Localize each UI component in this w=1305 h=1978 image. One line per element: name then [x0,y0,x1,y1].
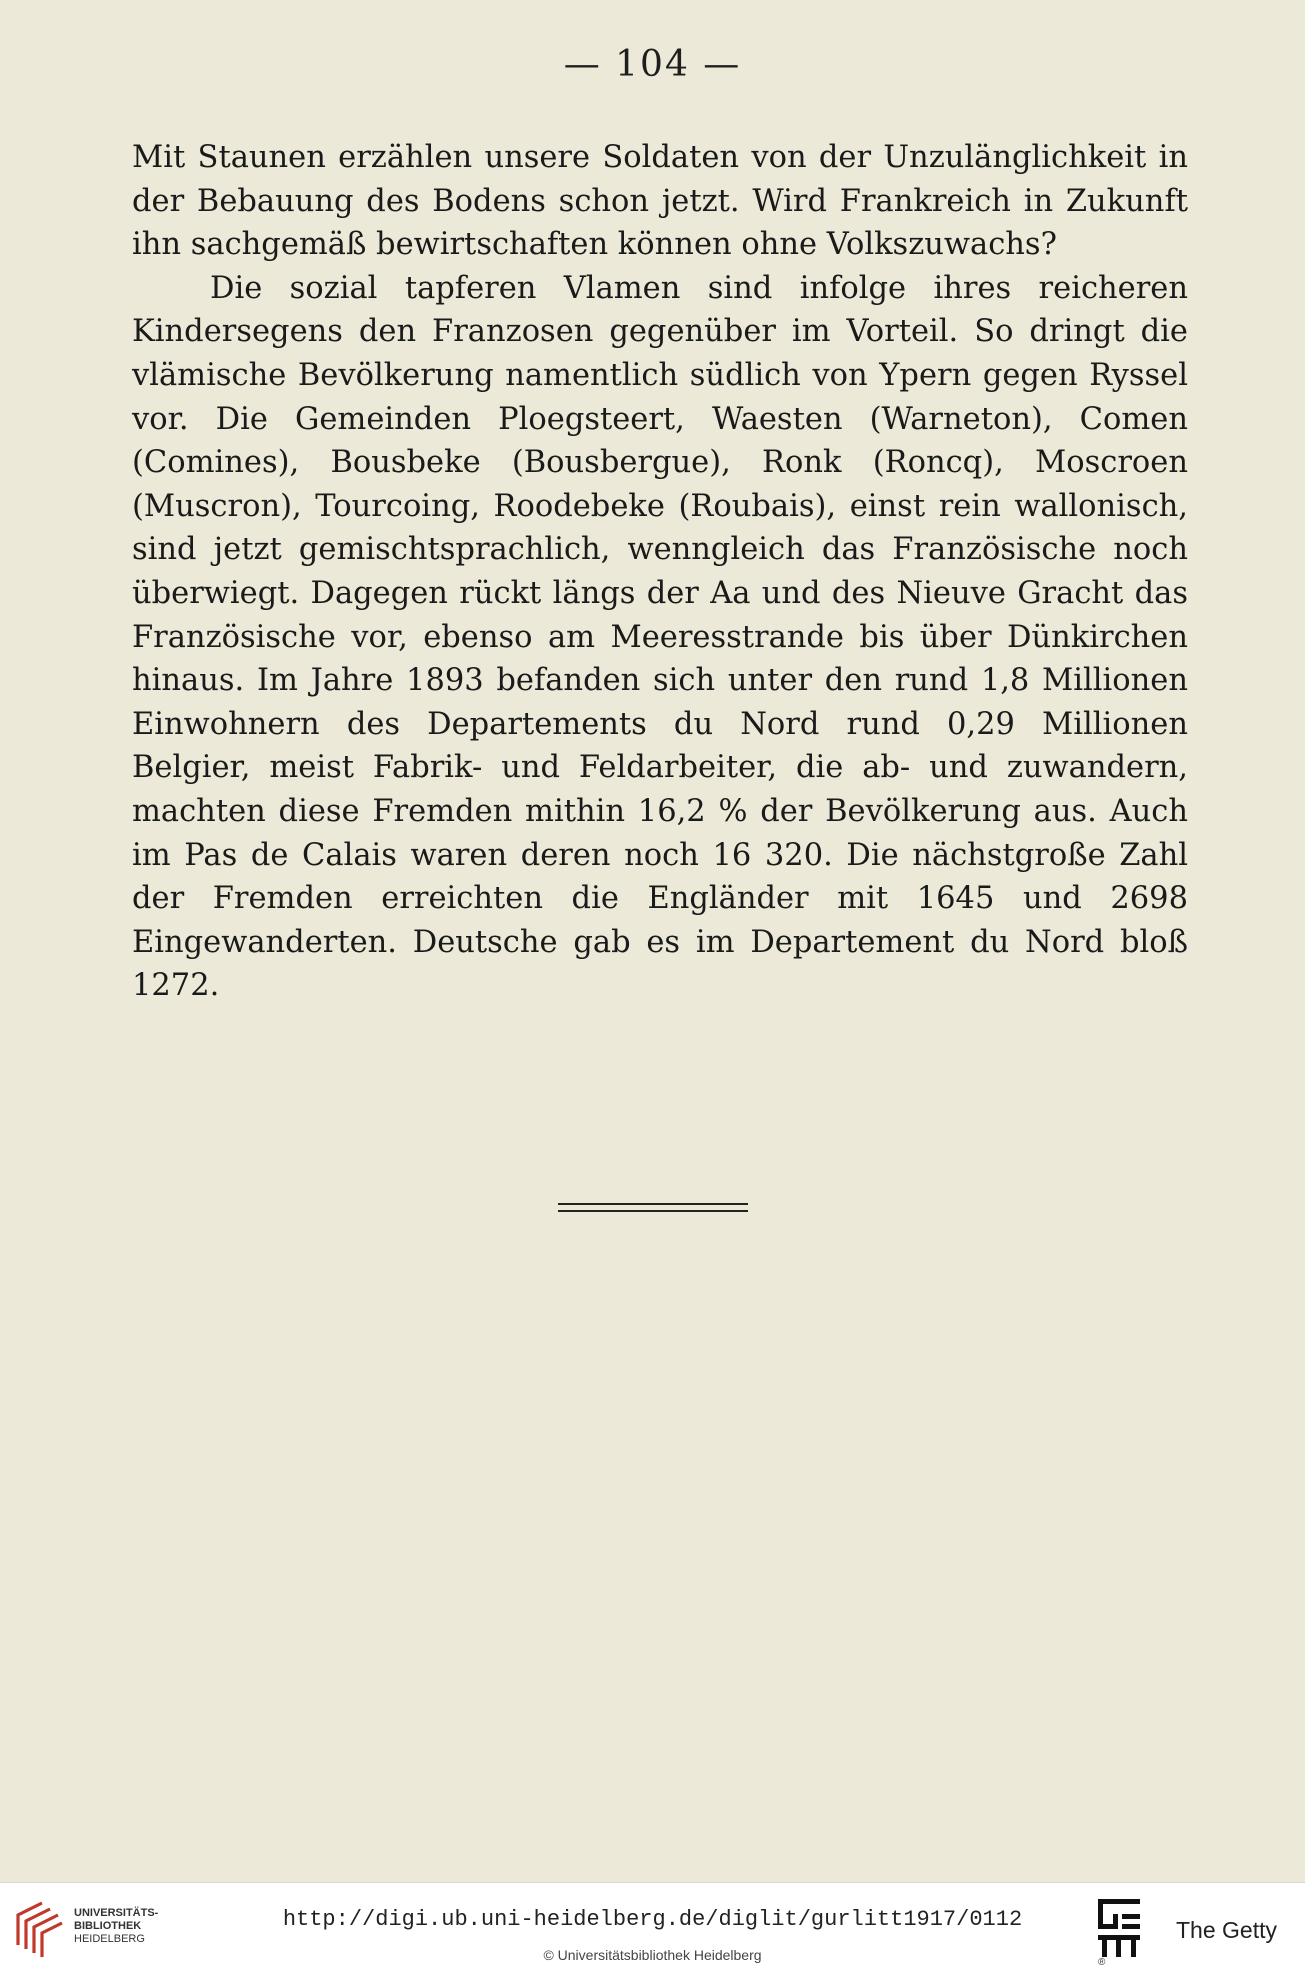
library-name-line-3: HEIDELBERG [74,1933,145,1945]
library-name-line-2: BIBLIOTHEK [74,1920,142,1932]
viewer-footer [0,1882,1305,1978]
getty-logo-icon [1096,1897,1142,1959]
body-text [132,136,1188,1008]
permalink-url[interactable]: http://digi.ub.uni-heidelberg.de/diglit/gurlitt1917/0112 [282,1907,1023,1932]
paragraph-2: Die sozial tapferen Vlamen sind infolge ihres reicheren Kindersegens den Franzosen gegenüber im Vorteil. So dringt die vlämische Bevölkerung namentlich südlich von Ypern gegen Ryssel vor. Die Gemeinden Ploegsteert, Waesten (Warneton), Comen (Comines), Bousbeke (Bousbergue), Ronk (Roncq), Moscroen (Muscron), Tourcoing, Roodebeke (Roubais), einst rein wallonisch, sind jetzt gemischtsprachlich, wenngleich das Französische noch überwiegt. Dagegen rückt längs der Aa und des Nieuve Gracht das Französische vor, ebenso am Meeresstrande bis über Dünkirchen hinaus. Im Jahre 1893 befanden sich unter den rund 1,8 Millionen Einwohnern des Departements du Nord rund 0,29 Millionen Belgier, meist Fabrik- und Feldarbeiter, die ab- und zuwandern, machten diese Fremden mithin 16,2 % der Bevölkerung aus. Auch im Pas de Calais waren deren noch 16 320. Die nächstgroße Zahl der Fremden erreichten die Engländer mit 1645 und 2698 Eingewanderten. Deutsche gab es im Departement du Nord bloß 1272. [132,270,1188,1004]
page-number: — 104 — [563,44,742,85]
section-end-rule-bottom [558,1210,748,1212]
getty-registered-mark: ® [1098,1957,1106,1968]
paragraph-1: Mit Staunen erzählen unsere Soldaten von der Unzulänglichkeit in der Bebauung des Bodens schon jetzt. Wird Frankreich in Zukunft ihn sachgemäß bewirtschaften können ohne Volkszuwachs? [132,140,1188,263]
library-name-line-1: UNIVERSITÄTS- [74,1907,159,1919]
copyright-notice: © Universitätsbibliothek Heidelberg [543,1947,762,1963]
section-end-rule-top [558,1203,748,1205]
getty-name: The Getty [1176,1917,1277,1943]
